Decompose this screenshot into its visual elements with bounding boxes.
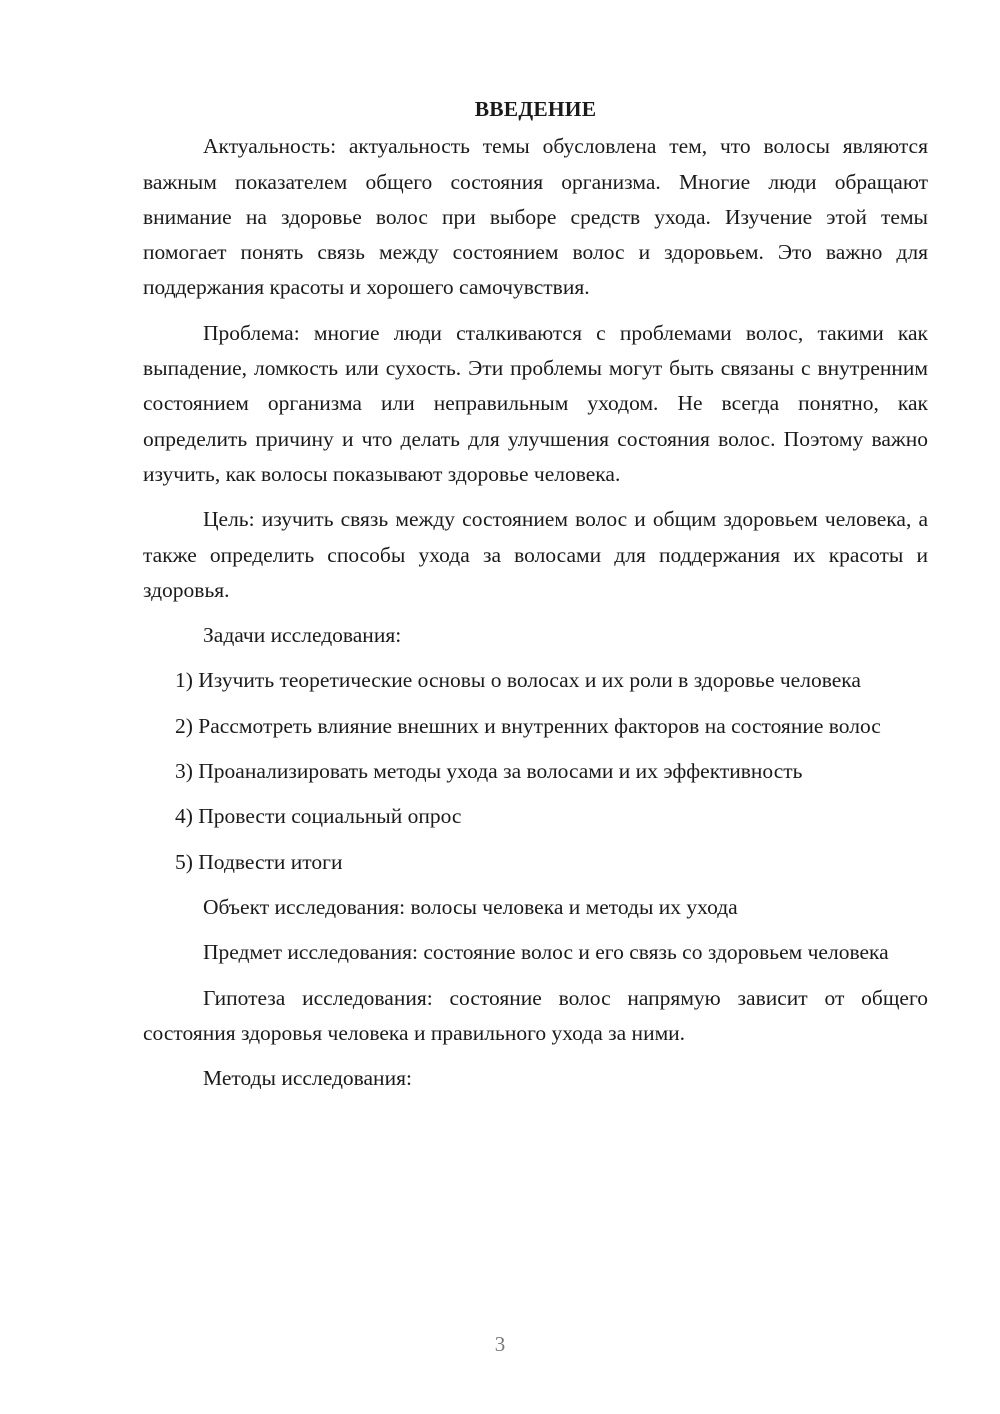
page-number: 3 — [494, 1332, 506, 1356]
section-title: ВВЕДЕНИЕ — [474, 97, 597, 121]
subject-paragraph: Предмет исследования: состояние волос и его связь со здоровьем человека — [203, 940, 889, 965]
task-item: 5) Подвести итоги — [175, 849, 343, 874]
goal-paragraph: Цель: изучить связь между состоянием волос и общим здоровьем человека, а также определить способы ухода за волосами для поддержания их красоты и здоровья. — [143, 507, 928, 602]
task-item: 2) Рассмотреть влияние внешних и внутренних факторов на состояние волос — [175, 713, 881, 738]
relevance-paragraph: Актуальность: актуальность темы обусловлена тем, что волосы являются важным показателем общего состояния организма. Многие люди обращают внимание на здоровье волос при выборе средств ухода. Изучение этой темы помогает понять связь между состоянием волос и здоровьем. Это важно для поддержания красоты и хорошего самочувствия. — [143, 134, 928, 300]
task-item: 3) Проанализировать методы ухода за волосами и их эффективность — [175, 759, 803, 784]
task-item: 4) Провести социальный опрос — [175, 804, 462, 829]
document-page — [143, 92, 928, 1106]
hypothesis-paragraph: Гипотеза исследования: состояние волос напрямую зависит от общего состояния здоровья человека и правильного ухода за ними. — [143, 985, 928, 1045]
object-paragraph: Объект исследования: волосы человека и методы их ухода — [203, 894, 738, 919]
task-item: 1) Изучить теоретические основы о волосах и их роли в здоровье человека — [175, 668, 861, 693]
tasks-heading: Задачи исследования: — [203, 623, 402, 648]
problem-paragraph: Проблема: многие люди сталкиваются с проблемами волос, такими как выпадение, ломкость или сухость. Эти проблемы могут быть связаны с внутренним состоянием организма или неправильным уходом. Не всегда понятно, как определить причину и что делать для улучшения состояния волос. Поэтому важно изучить, как волосы показывают здоровье человека. — [143, 320, 928, 486]
methods-heading: Методы исследования: — [203, 1066, 412, 1091]
